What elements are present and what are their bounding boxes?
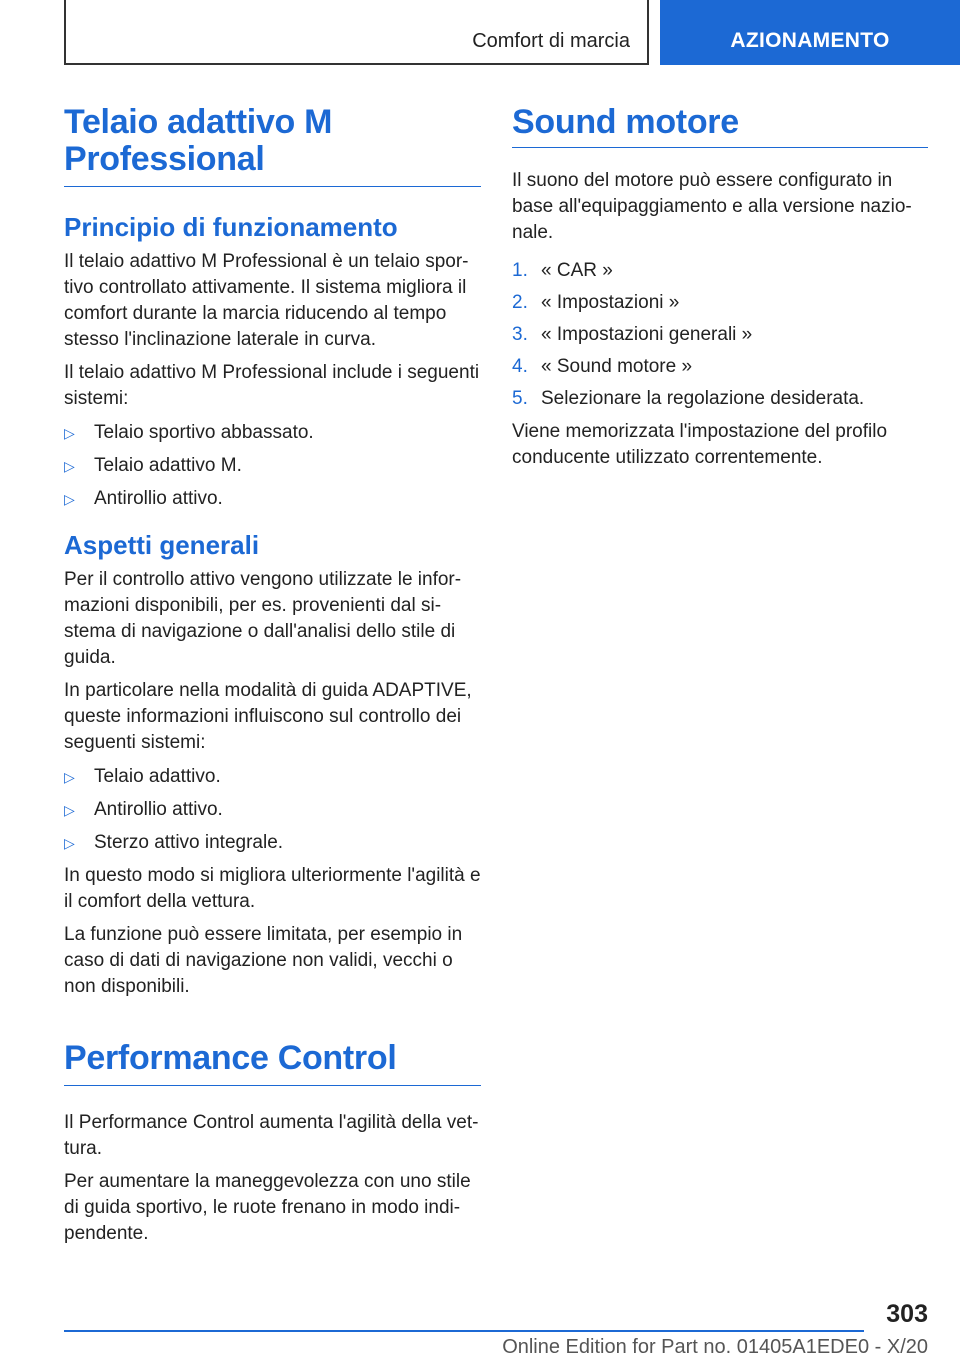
- header-section-title: Comfort di marcia: [472, 30, 630, 52]
- list-item: [64, 830, 481, 856]
- bullet-list: [64, 764, 481, 856]
- list-item-text: Sterzo attivo integrale.: [94, 832, 284, 853]
- step-item: [512, 322, 928, 348]
- title-adaptive-chassis: Telaio adattivo M Professional: [64, 104, 481, 187]
- footer-divider: [64, 1330, 864, 1332]
- step-text: « Impostazioni generali »: [541, 324, 753, 345]
- paragraph: Il suono del motore può essere configurato in base all'equipaggiamento e alla versione nazio-nale.: [512, 170, 912, 243]
- paragraph: Il telaio adattivo M Professional è un telaio spor-tivo controllato attivamente. Il sistema migliora il comfort durante la marcia riducendo al tempo stesso l'inclinazione laterale in curva.: [64, 251, 469, 350]
- triangle-bullet-icon: ▷: [64, 835, 75, 851]
- triangle-bullet-icon: ▷: [64, 802, 75, 818]
- list-item-text: Telaio sportivo abbassato.: [94, 422, 314, 443]
- step-item: [512, 258, 928, 284]
- paragraph: Viene memorizzata l'impostazione del profilo conducente utilizzato correntemente.: [512, 421, 888, 468]
- list-item-text: Antirollio attivo.: [94, 799, 223, 820]
- paragraph: Il Performance Control aumenta l'agilità della vet-tura.: [64, 1112, 479, 1159]
- step-number: 5.: [512, 388, 528, 409]
- step-number: 4.: [512, 356, 528, 377]
- paragraph: Per aumentare la maneggevolezza con uno stile di guida sportivo, le ruote frenano in modo indi-pendente.: [64, 1171, 471, 1244]
- step-number: 1.: [512, 260, 528, 281]
- paragraph: Il telaio adattivo M Professional include i seguenti sistemi:: [64, 362, 480, 409]
- list-item-text: Antirollio attivo.: [94, 488, 223, 509]
- step-item: [512, 354, 928, 380]
- bullet-list: [64, 420, 481, 512]
- heading-operating-principle: Principio di funzionamento: [64, 212, 398, 242]
- step-text: « Sound motore »: [541, 356, 693, 377]
- step-text: Selezionare la regolazione desiderata.: [541, 388, 865, 409]
- list-item: [64, 764, 481, 790]
- step-text: « Impostazioni »: [541, 292, 680, 313]
- step-item: [512, 386, 928, 412]
- triangle-bullet-icon: ▷: [64, 425, 75, 441]
- paragraph: In particolare nella modalità di guida ADAPTIVE, queste informazioni influiscono sul controllo dei seguenti sistemi:: [64, 680, 472, 753]
- list-item: [64, 453, 481, 479]
- triangle-bullet-icon: ▷: [64, 769, 75, 785]
- triangle-bullet-icon: ▷: [64, 458, 75, 474]
- paragraph: Per il controllo attivo vengono utilizzate le infor-mazioni disponibili, per es. provenienti dal si-stema di navigazione o dall'analisi dello stile di guida.: [64, 569, 462, 668]
- list-item-text: Telaio adattivo.: [94, 766, 221, 787]
- heading-general-aspects: Aspetti generali: [64, 530, 260, 560]
- step-item: [512, 290, 928, 316]
- page-number: 303: [886, 1300, 928, 1328]
- list-item: [64, 486, 481, 512]
- step-number: 2.: [512, 292, 528, 313]
- list-item-text: Telaio adattivo M.: [94, 455, 242, 476]
- header-chapter-badge: AZIONAMENTO: [660, 0, 960, 65]
- steps-list: [512, 258, 928, 412]
- paragraph: La funzione può essere limitata, per esempio in caso di dati di navigazione non validi, vecchi o non disponibili.: [64, 924, 463, 997]
- triangle-bullet-icon: ▷: [64, 491, 75, 507]
- left-column: [64, 104, 481, 1247]
- right-column: [512, 104, 928, 471]
- step-number: 3.: [512, 324, 528, 345]
- title-engine-sound: Sound motore: [512, 104, 928, 148]
- title-performance-control: Performance Control: [64, 1040, 481, 1086]
- step-text: « CAR »: [541, 260, 613, 281]
- list-item: [64, 420, 481, 446]
- paragraph: In questo modo si migliora ulteriormente l'agilità e il comfort della vettura.: [64, 865, 481, 912]
- footer-edition-text: Online Edition for Part no. 01405A1EDE0 - X/20: [502, 1336, 928, 1358]
- list-item: [64, 797, 481, 823]
